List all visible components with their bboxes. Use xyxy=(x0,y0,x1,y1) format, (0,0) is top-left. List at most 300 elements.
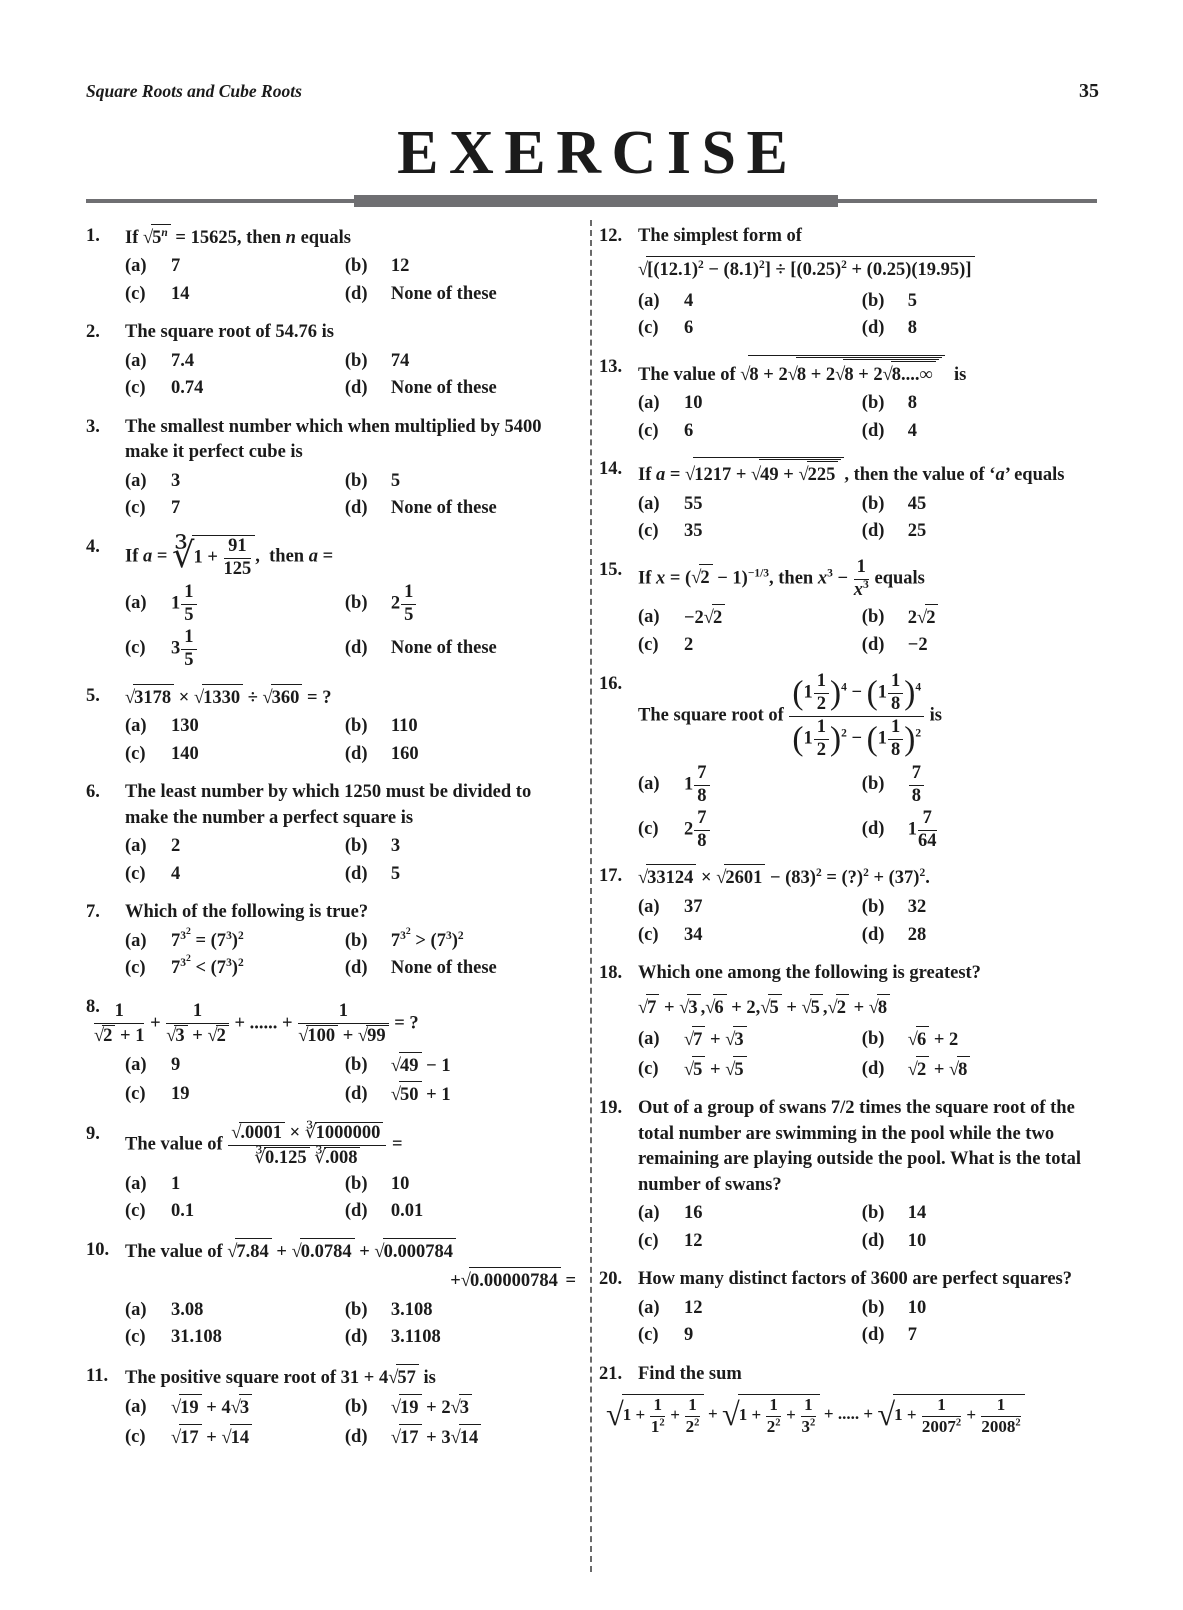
option-value: √19 + 4√3 xyxy=(171,1394,252,1422)
question-16 xyxy=(599,672,1099,852)
option xyxy=(345,254,578,280)
option xyxy=(345,349,578,375)
question-number: 13. xyxy=(599,356,623,377)
question-number: 19. xyxy=(599,1098,623,1119)
question-stem: The square root of 54.76 is xyxy=(125,322,334,343)
option-value: 6 xyxy=(684,420,694,441)
option-value: 2√2 xyxy=(908,604,939,632)
option-value: 3 xyxy=(171,470,181,491)
question-stem: Out of a group of swans 7/2 times the square root of the total number are swimming in the pool while the two remaining are playing outside the pool. What is the total number of swans? xyxy=(638,1098,1082,1195)
option xyxy=(862,316,1099,342)
question-number: 17. xyxy=(599,866,623,887)
option-value: 10 xyxy=(907,1297,927,1318)
option-value: 0.01 xyxy=(390,1201,424,1222)
question-12 xyxy=(599,224,1099,342)
option-value: 55 xyxy=(684,493,703,514)
option-label: (d) xyxy=(344,498,368,519)
option-label: (a) xyxy=(125,1299,147,1320)
option xyxy=(125,496,345,522)
question-stem: The value of $\frac{√.0001 \times ∛1000000}{∛0.125 ∛.008}$ = xyxy=(125,1122,403,1168)
option-value: None of these xyxy=(390,283,497,304)
option-label: (b) xyxy=(344,593,368,614)
option xyxy=(125,1082,345,1108)
option xyxy=(862,492,1099,518)
option-value: 0.1 xyxy=(171,1201,195,1222)
option-value: 31.108 xyxy=(171,1327,222,1348)
option xyxy=(125,1172,345,1198)
question-18 xyxy=(599,961,1099,1083)
question-2 xyxy=(86,320,578,402)
question-body xyxy=(125,684,578,768)
option xyxy=(862,604,1099,632)
option-label: (c) xyxy=(125,378,146,399)
question-stem: Find the sum xyxy=(638,1363,742,1384)
option-value: −2 xyxy=(907,635,928,656)
question-number: 2. xyxy=(86,322,100,343)
option xyxy=(638,289,862,315)
question-stem: Which of the following is true? xyxy=(125,902,369,923)
left-column xyxy=(86,224,578,1465)
option xyxy=(345,714,578,740)
option-value: 74 xyxy=(390,350,410,371)
option-value: 10 xyxy=(684,393,703,414)
option-value: 45 xyxy=(907,493,927,514)
option xyxy=(345,862,578,888)
option xyxy=(125,1053,345,1079)
question-formula: √7 + √3 ,√6 + 2,√5 + √5 ,√2 + √8 xyxy=(638,994,1099,1022)
option-label: (d) xyxy=(344,863,368,884)
question-body xyxy=(125,1238,578,1351)
question-body xyxy=(125,535,578,671)
option-value: 3.08 xyxy=(171,1299,204,1320)
option xyxy=(862,1229,1099,1255)
question-stem: The value of √8 + 2√8 + 2√8 + 2√8....∞ is xyxy=(638,355,1099,389)
question-stem: The least number by which 1250 must be divided to make the number a perfect square is xyxy=(125,782,532,828)
right-column xyxy=(599,224,1099,1465)
question-body xyxy=(125,415,578,522)
option-value: 3 xyxy=(390,836,401,857)
question-stem: The simplest form of xyxy=(638,225,802,246)
option-label: (c) xyxy=(125,498,146,519)
question-number: 16. xyxy=(599,673,623,694)
question-17 xyxy=(599,864,1099,948)
question-stem: The value of √7.84 + √0.0784 + √0.000784 +√0.00000784 = xyxy=(125,1238,578,1295)
question-13 xyxy=(599,355,1099,445)
option-value: 19 xyxy=(171,1084,190,1105)
option xyxy=(125,469,345,495)
option-label: (d) xyxy=(861,1058,885,1079)
option-value: $7^{3^2} < (7^3)^2$ xyxy=(171,953,244,979)
option-value: 28 xyxy=(907,924,927,945)
option xyxy=(862,519,1099,545)
option xyxy=(345,1172,578,1198)
option-value: 7 xyxy=(171,498,181,519)
question-number: 9. xyxy=(86,1123,100,1144)
question-stem: $√33124 \times √2601 - (83)^2$ = (?)$^2$ + $(37)^2$. xyxy=(638,864,1099,892)
option-value: √7 + √3 xyxy=(684,1026,747,1054)
options xyxy=(638,289,1099,342)
option-value: 4 xyxy=(171,863,181,884)
option xyxy=(125,714,345,740)
option-value: 4 xyxy=(907,420,918,441)
option xyxy=(125,834,345,860)
option-value: 14 xyxy=(907,1203,927,1224)
option-label: (d) xyxy=(861,318,885,339)
option xyxy=(638,764,862,807)
option xyxy=(125,1199,345,1225)
option-value: 110 xyxy=(390,716,418,737)
question-body xyxy=(638,672,1099,852)
option-label: (d) xyxy=(861,1230,885,1251)
option-value: 12 xyxy=(684,1230,703,1251)
question-stem: Which one among the following is greatest? xyxy=(638,963,981,984)
question-body xyxy=(638,224,1099,342)
option-value: 12 xyxy=(684,1297,703,1318)
title-divider xyxy=(86,194,1099,208)
option xyxy=(862,633,1099,659)
question-stem: The smallest number which when multiplied by 5400 make it perfect cube is xyxy=(125,416,542,463)
option-label: (c) xyxy=(125,638,146,659)
option-value: 2 xyxy=(171,836,181,857)
options xyxy=(125,1052,578,1109)
option xyxy=(638,419,862,445)
option-label: (d) xyxy=(861,1325,885,1346)
option-label: (b) xyxy=(344,350,368,371)
options xyxy=(125,1298,578,1351)
option-value: 3 $\frac{1}{5}$ xyxy=(171,628,198,671)
option xyxy=(862,895,1099,921)
option xyxy=(125,1424,345,1452)
option-value: 2 $\frac{7}{8}$ xyxy=(684,809,711,852)
option-label: (c) xyxy=(125,743,146,764)
option-value: 1 $\frac{1}{5}$ xyxy=(171,583,198,626)
question-number: 1. xyxy=(86,225,100,246)
options xyxy=(638,1026,1099,1083)
option xyxy=(125,862,345,888)
question-7 xyxy=(86,900,578,982)
option-label: (d) xyxy=(861,635,885,656)
option xyxy=(345,496,578,522)
option-label: (d) xyxy=(861,924,885,945)
option-label: (a) xyxy=(125,350,147,371)
option-label: (c) xyxy=(125,283,146,304)
option xyxy=(345,1325,578,1351)
option xyxy=(862,391,1099,417)
divider-thick-bar xyxy=(354,195,838,207)
option-label: (b) xyxy=(344,1299,368,1320)
question-body xyxy=(94,995,578,1109)
chapter-title: Square Roots and Cube Roots xyxy=(86,81,302,101)
option xyxy=(638,1229,862,1255)
option-label: (b) xyxy=(861,774,885,795)
question-columns xyxy=(86,224,1099,1465)
question-8 xyxy=(86,995,578,1109)
option-value: 14 xyxy=(171,283,190,304)
option xyxy=(862,764,1099,807)
option-value: 9 xyxy=(171,1054,181,1075)
option-value: 6 xyxy=(684,318,694,339)
option xyxy=(638,492,862,518)
option-label: (c) xyxy=(638,1058,659,1079)
question-stem: The square root of (1 $\frac{1}{2}$ )$^4$ − (1 $\frac{1}{8}$ )$^4$ (1 $\frac{1}{2}$ )$^2$ − (1 $\frac{1}{8}$ )$^2$ is xyxy=(638,670,943,760)
option-value: 9 xyxy=(684,1325,694,1346)
option-label: (c) xyxy=(638,1230,659,1251)
question-number: 5. xyxy=(86,685,100,706)
option-label: (d) xyxy=(861,521,885,542)
option-value: 1 $\frac{7}{64}$ xyxy=(907,807,937,851)
option-value: 2 xyxy=(684,635,694,656)
question-6 xyxy=(86,780,578,887)
option xyxy=(125,925,345,955)
options xyxy=(638,391,1099,444)
question-21 xyxy=(599,1362,1099,1441)
option-value: 3.108 xyxy=(390,1299,433,1320)
options xyxy=(638,895,1099,948)
option-value: √5 + √5 xyxy=(684,1056,747,1084)
option xyxy=(862,1296,1099,1322)
question-number: 7. xyxy=(86,902,100,923)
option-value: 5 xyxy=(390,470,401,491)
option xyxy=(125,349,345,375)
option-label: (b) xyxy=(861,1203,885,1224)
options xyxy=(125,254,578,307)
option-label: (c) xyxy=(638,521,659,542)
option-label: (c) xyxy=(638,924,659,945)
option-value: 10 xyxy=(907,1230,927,1251)
question-body xyxy=(125,900,578,982)
option-value: 37 xyxy=(684,896,703,917)
option-label: (c) xyxy=(125,958,146,979)
options xyxy=(638,604,1099,659)
option-label: (b) xyxy=(344,1173,368,1194)
option-value: 4 xyxy=(684,290,694,311)
question-number: 11. xyxy=(86,1365,109,1386)
option-value: 2 $\frac{1}{5}$ xyxy=(391,583,418,626)
option-value: 0.74 xyxy=(171,378,204,399)
options xyxy=(125,834,578,887)
options xyxy=(125,469,578,522)
option-label: (a) xyxy=(638,896,660,917)
question-formula: $\frac{1}{√2 + 1}$ + $\frac{1}{√3 + √2}$ + ...... + $\frac{1}{√100 + √99}$ = ? xyxy=(94,1000,419,1046)
question-body xyxy=(125,1364,578,1452)
page-header xyxy=(86,78,1099,106)
option-label: (d) xyxy=(344,638,368,659)
question-20 xyxy=(599,1267,1099,1349)
option-label: (d) xyxy=(344,1084,368,1105)
question-body xyxy=(125,320,578,402)
question-number: 3. xyxy=(86,416,100,437)
option xyxy=(125,742,345,768)
question-number: 15. xyxy=(599,559,623,580)
question-body xyxy=(638,961,1099,1083)
question-4 xyxy=(86,535,578,671)
option-value: 16 xyxy=(684,1203,703,1224)
question-number: 18. xyxy=(599,963,623,984)
option xyxy=(638,633,862,659)
option-label: (d) xyxy=(344,378,368,399)
option xyxy=(638,316,862,342)
option xyxy=(345,376,578,402)
option-label: (a) xyxy=(125,930,147,951)
option-label: (d) xyxy=(344,1327,368,1348)
option-label: (b) xyxy=(344,470,368,491)
option xyxy=(638,604,862,632)
question-15 xyxy=(599,558,1099,659)
question-stem: The positive square root of 31 + 4√57 is xyxy=(125,1364,578,1392)
option xyxy=(125,1325,345,1351)
question-stem: How many distinct factors of 3600 are perfect squares? xyxy=(638,1269,1073,1290)
option xyxy=(638,391,862,417)
option-label: (a) xyxy=(125,1054,147,1075)
option xyxy=(125,1298,345,1324)
option-label: (a) xyxy=(638,493,660,514)
option xyxy=(345,583,578,626)
option-label: (b) xyxy=(861,393,885,414)
option-label: (c) xyxy=(638,819,659,840)
option-value: 160 xyxy=(390,743,419,764)
option xyxy=(125,254,345,280)
question-body xyxy=(638,558,1099,659)
option xyxy=(345,636,578,662)
options xyxy=(638,764,1099,852)
option xyxy=(638,895,862,921)
option-label: (a) xyxy=(638,393,660,414)
question-5 xyxy=(86,684,578,768)
option-label: (a) xyxy=(125,716,147,737)
option-value: 5 xyxy=(907,290,918,311)
option xyxy=(125,1394,345,1422)
question-10 xyxy=(86,1238,578,1351)
option-label: (b) xyxy=(861,1297,885,1318)
option-label: (b) xyxy=(861,606,885,627)
option-label: (a) xyxy=(125,1397,147,1418)
question-formula: $√[(12.1)^2 - (8.1)^2] \div [(0.25)^2 + (0.25)(19.95)]$ xyxy=(638,256,1099,284)
option xyxy=(638,923,862,949)
option xyxy=(862,289,1099,315)
question-body xyxy=(638,1096,1099,1254)
option xyxy=(345,282,578,308)
option-label: (c) xyxy=(125,1426,146,1447)
option-label: (b) xyxy=(861,493,885,514)
option-value: √50 + 1 xyxy=(391,1081,451,1109)
option-value: 12 xyxy=(390,256,410,277)
option-value: −2√2 xyxy=(684,604,725,632)
option xyxy=(345,1394,578,1422)
option-value: 1 xyxy=(171,1173,181,1194)
option-value: 5 xyxy=(390,863,401,884)
question-number: 14. xyxy=(599,459,623,480)
options xyxy=(125,714,578,767)
option-label: (b) xyxy=(344,256,368,277)
option-value: 34 xyxy=(684,924,703,945)
option-label: (d) xyxy=(861,819,885,840)
option-value: 7.4 xyxy=(171,350,195,371)
question-number: 12. xyxy=(599,225,623,246)
option-label: (b) xyxy=(861,1029,885,1050)
option-label: (d) xyxy=(861,420,885,441)
question-number: 4. xyxy=(86,536,100,557)
option xyxy=(125,628,345,671)
option xyxy=(345,1424,578,1452)
question-body xyxy=(638,355,1099,445)
option xyxy=(638,1201,862,1227)
question-body xyxy=(125,1122,578,1225)
option xyxy=(638,1323,862,1349)
question-formula: √1 + $\frac{1}{1^2}$ + $\frac{1}{2^2}$ + √1 + $\frac{1}{2^2}$ + $\frac{1}{3^2}$ + ..... + √1 + $\frac{1}{2007^2}$ + $\frac{1}{2008^2}$ xyxy=(606,1394,1099,1436)
question-stem: If a = ∛1 + $\frac{91}{125}$ , then a = xyxy=(125,535,334,579)
question-body xyxy=(125,780,578,887)
option-value: √2 + √8 xyxy=(908,1056,971,1084)
option-value: √49 − 1 xyxy=(391,1052,451,1080)
question-number: 20. xyxy=(599,1269,623,1290)
option-value: 35 xyxy=(684,521,703,542)
option-label: (a) xyxy=(125,1173,147,1194)
option xyxy=(862,1026,1099,1054)
option-label: (c) xyxy=(638,635,659,656)
question-body xyxy=(606,1362,1099,1441)
option-value: √19 + 2√3 xyxy=(391,1394,472,1422)
option xyxy=(344,925,578,955)
option-label: (a) xyxy=(125,593,147,614)
option-label: (a) xyxy=(638,774,660,795)
option-label: (b) xyxy=(344,716,368,737)
option xyxy=(345,1052,578,1080)
options xyxy=(638,492,1099,545)
option-value: 10 xyxy=(390,1173,410,1194)
question-number: 8. xyxy=(86,996,100,1017)
option-value: 8 xyxy=(907,318,918,339)
option-value: 32 xyxy=(907,896,927,917)
option xyxy=(125,282,345,308)
options xyxy=(638,1296,1099,1349)
options xyxy=(125,1172,578,1225)
option-label: (c) xyxy=(125,1327,146,1348)
question-stem: √3178 × √1330 ÷ √360 = ? xyxy=(125,684,578,712)
option xyxy=(345,742,578,768)
option xyxy=(638,1296,862,1322)
option-label: (d) xyxy=(344,1426,368,1447)
option-value: 7 xyxy=(171,256,181,277)
option xyxy=(125,953,345,982)
option-value: $7^{3^2} > (7^3)^2$ xyxy=(390,925,464,951)
option-label: (c) xyxy=(638,318,659,339)
option-value: None of these xyxy=(390,498,497,519)
option-label: (c) xyxy=(638,420,659,441)
option-label: (b) xyxy=(861,896,885,917)
option xyxy=(345,1081,578,1109)
option-label: (a) xyxy=(125,836,147,857)
question-number: 10. xyxy=(86,1239,110,1260)
question-9 xyxy=(86,1122,578,1225)
option-label: (a) xyxy=(125,470,147,491)
option-label: (a) xyxy=(638,1203,660,1224)
option xyxy=(345,956,578,982)
options xyxy=(125,349,578,402)
option-label: (b) xyxy=(861,290,885,311)
option-value: $7^{3^2} = (7^3)^2$ xyxy=(171,925,244,951)
question-number: 21. xyxy=(599,1363,623,1384)
options xyxy=(125,925,578,982)
option-value: 140 xyxy=(171,743,199,764)
option-value: 8 xyxy=(907,393,918,414)
question-number: 6. xyxy=(86,782,100,803)
question-stem: If $x = (√2 - 1)^{-1/3}$, then $x^3$ − $\frac{1}{x^3}$ equals xyxy=(638,556,925,600)
option xyxy=(638,809,862,852)
option-label: (b) xyxy=(344,1054,368,1075)
option-value: 130 xyxy=(171,716,199,737)
option xyxy=(638,1026,862,1054)
question-1 xyxy=(86,224,578,308)
